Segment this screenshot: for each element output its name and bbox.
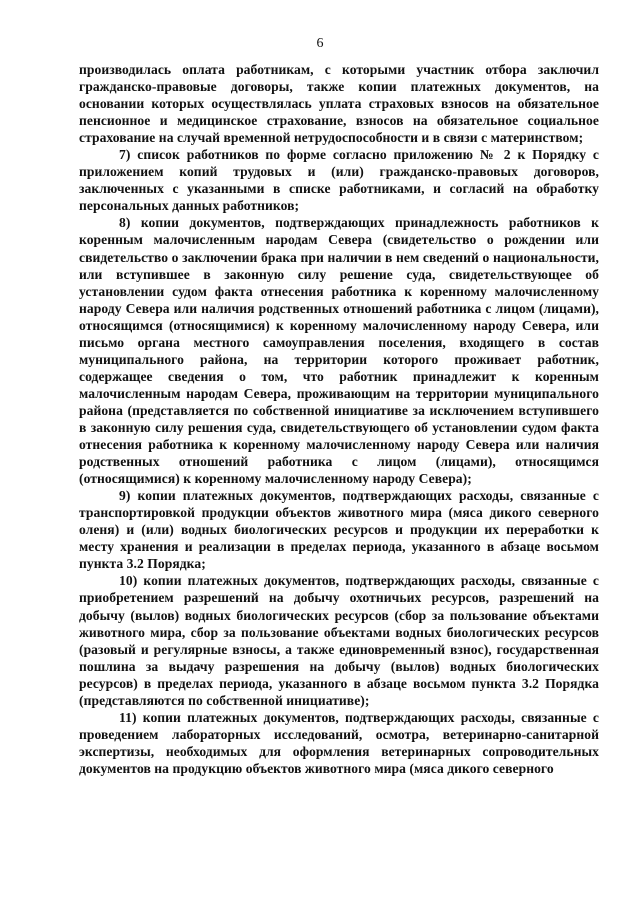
paragraph-item-8: 8) копии документов, подтверждающих принадлежность работников к коренным малочисленным народам Севера (свидетельство о рождении или свидетельство о заключении брака при наличии в нем сведений о национальности, или вступившее в законную силу решение суда, свидетельствующее об установлении судом факта отнесения работника к коренному малочисленному народу Севера или наличия родственных отношений работника с лицом (лицами), относящимся (относящимися) к коренному малочисленному народу Севера, или письмо органа местного самоуправления поселения, входящего в состав муниципального района, на территории которого проживает работник, содержащее сведения о том, что работник принадлежит к коренным малочисленным народам Севера, проживающим на территории муниципального района (представляется по собственной инициативе за исключением вступившего в законную силу решения суда, свидетельствующего об установлении судом факта отнесения работника к коренному малочисленному народу Севера или наличия родственных отношений работника с лицом (лицами), относящимся (относящимися) к коренному малочисленному народу Севера); bbox=[79, 215, 599, 487]
paragraph-item-7: 7) список работников по форме согласно приложению № 2 к Порядку с приложением копий трудовых и (или) гражданско-правовых договоров, заключенных с указанными в списке работниками, и согласий на обработку персональных данных работников; bbox=[79, 147, 599, 214]
page-number: 6 bbox=[316, 36, 324, 51]
paragraph-continuation: производилась оплата работникам, с которыми участник отбора заключил гражданско-правовые договоры, также копии платежных документов, на основании которых осуществлялась уплата страховых взносов на обязательное пенсионное и медицинское страхование, взносов на обязательное социальное страхование на случай временной нетрудоспособности и в связи с материнством; bbox=[79, 62, 599, 146]
paragraph-item-11: 11) копии платежных документов, подтверждающих расходы, связанные с проведением лабораторных исследований, осмотра, ветеринарно-санитарной экспертизы, необходимых для оформления ветеринарных сопроводительных документов на продукцию объектов животного мира (мяса дикого северного bbox=[79, 709, 599, 776]
document-body bbox=[79, 61, 599, 777]
paragraph-item-10: 10) копии платежных документов, подтверждающих расходы, связанные с приобретением разрешений на добычу охотничьих ресурсов, разрешений на добычу (вылов) водных биологических ресурсов (сбор за пользование объектами животного мира, сбор за пользование объектами водных биологических ресурсов (разовый и регулярные взносы, а также единовременный взнос), государственная пошлина за выдачу разрешения на добычу (вылов) водных биологических ресурсов) в пределах периода, указанного в абзаце восьмом пункта 3.2 Порядка (представляются по собственной инициативе); bbox=[79, 573, 599, 708]
paragraph-item-9: 9) копии платежных документов, подтверждающих расходы, связанные с транспортировкой продукции объектов животного мира (мяса дикого северного оленя) и (или) водных биологических ресурсов и продукции их переработки к месту хранения и реализации в пределах периода, указанного в абзаце восьмом пункта 3.2 Порядка; bbox=[79, 488, 599, 572]
